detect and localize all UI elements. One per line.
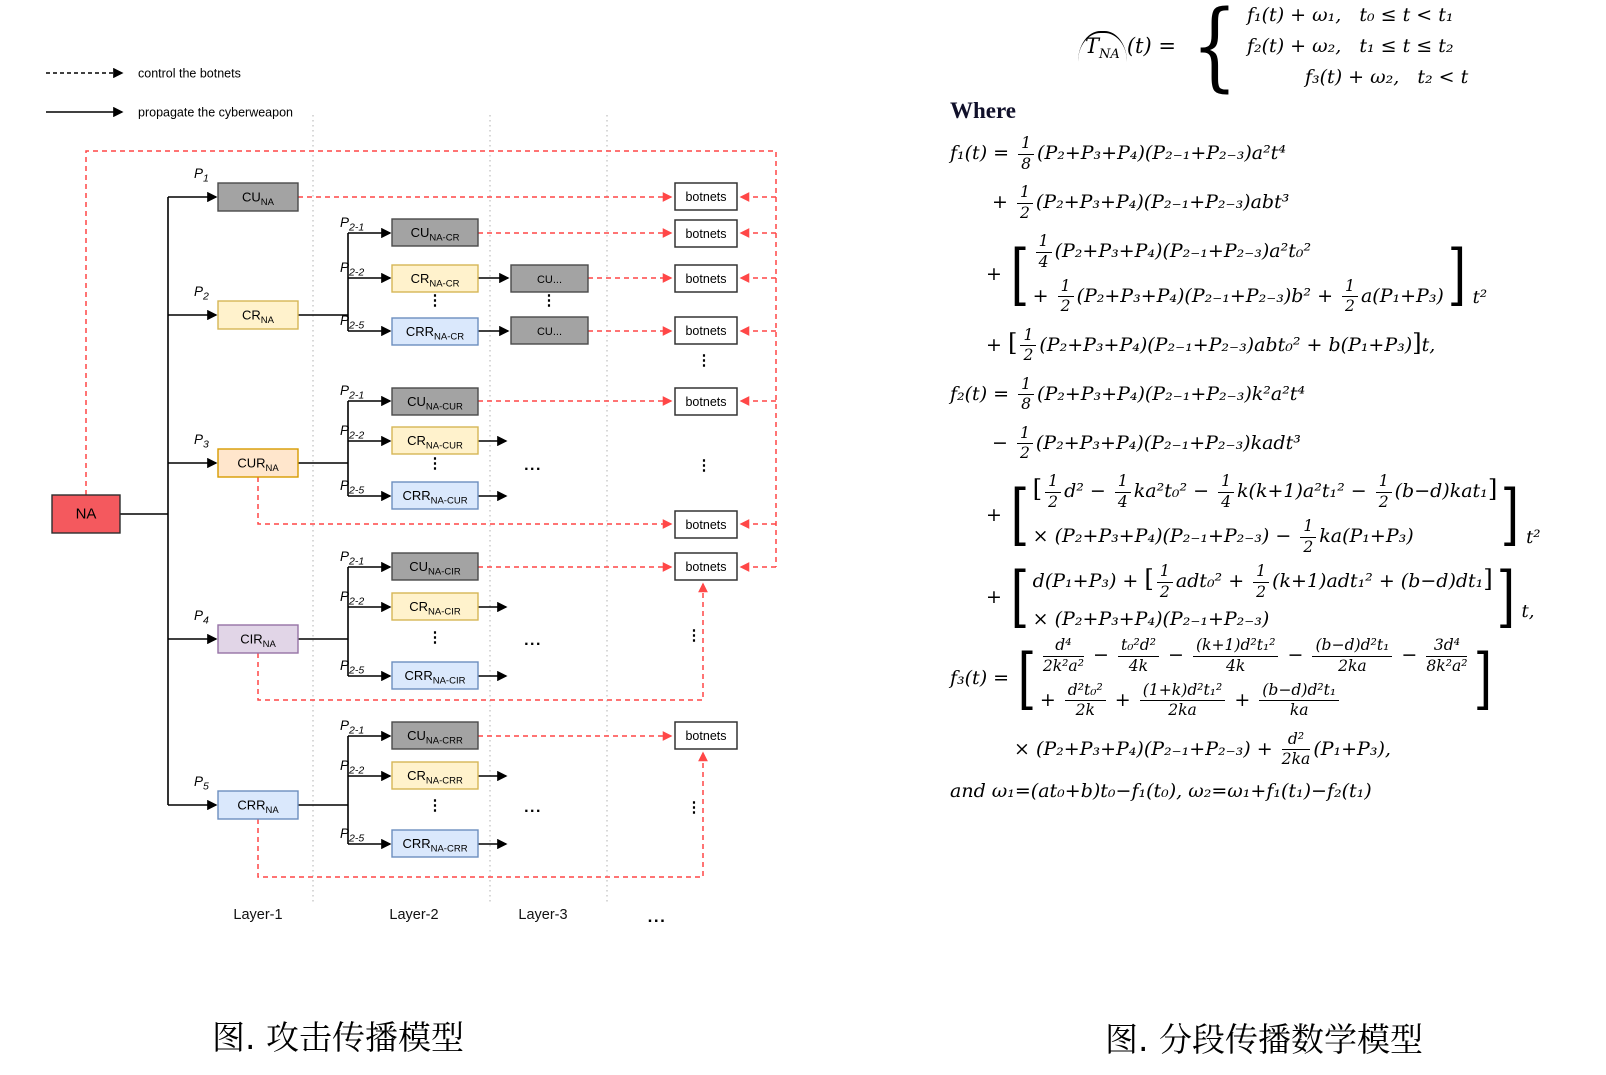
p-label-p5: $P_5$	[194, 774, 209, 793]
node-crr-na-cir-label: $CRR_{NA-CIR}$	[404, 668, 466, 687]
formula-line: + [ $\frac{1}{2}$ (P₂+P₃+P₄)(P₂₋₁+P₂₋₃)abt₀² + b(P₁+P₃)]t,	[986, 325, 1436, 365]
node-cu--label: CU...	[536, 326, 563, 338]
node-botnets-8-label: botnets	[685, 729, 727, 743]
caption-math-model: 图. 分段传播数学模型	[1105, 1020, 1423, 1059]
left-brace: {	[1191, 0, 1238, 102]
node-cu-na-cur-label: $CU_{NA-CUR}$	[407, 394, 463, 413]
vertical-ellipsis: ⋮	[541, 292, 557, 309]
legend-label: control the botnets	[138, 66, 241, 81]
horizontal-ellipsis: ...	[524, 457, 542, 474]
piecewise-function	[1078, 0, 1600, 102]
p-label-p2-1: $P_{2-1}$	[340, 718, 365, 737]
node-crr-na-cur-label: $CRR_{NA-CUR}$	[402, 488, 468, 507]
p-label-p2-1: $P_{2-1}$	[340, 215, 365, 234]
p-label-p3: $P_3$	[194, 432, 209, 451]
formula-line: + $\frac{1}{2}$ (P₂+P₃+P₄)(P₂₋₁+P₂₋₃)abt³	[992, 183, 1290, 222]
where-label: Where	[950, 98, 1017, 124]
formula-line: and ω₁=(at₀+b)t₀−f₁(t₀), ω₂=ω₁+f₁(t₁)−f₂(t₁)	[950, 779, 1372, 802]
node-cu--label: CU...	[536, 274, 563, 286]
vertical-ellipsis: ⋮	[427, 455, 443, 472]
node-cir-na-label: $CIR_{NA}$	[240, 631, 276, 650]
legend-label: propagate the cyberweapon	[138, 105, 293, 120]
vertical-ellipsis: ⋮	[686, 799, 702, 816]
node-botnets-6-label: botnets	[685, 518, 727, 532]
p-label-p2-2: $P_{2-2}$	[340, 589, 365, 608]
vertical-ellipsis: ⋮	[696, 457, 712, 474]
p-label-p2-1: $P_{2-1}$	[340, 383, 365, 402]
node-botnets-2-label: botnets	[685, 227, 727, 241]
node-crr-na-label: $CRR_{NA}$	[237, 797, 279, 816]
node-cr-na-cr-label: $CR_{NA-CR}$	[410, 271, 460, 290]
t-hat: $T_{NA}$	[1078, 31, 1127, 62]
node-cr-na-crr-label: $CR_{NA-CRR}$	[407, 768, 463, 787]
vertical-ellipsis: ⋮	[427, 629, 443, 646]
horizontal-ellipsis: ...	[647, 907, 667, 926]
node-cur-na-label: $CUR_{NA}$	[237, 455, 279, 474]
p-label-p2-1: $P_{2-1}$	[340, 549, 365, 568]
piecewise-row: f₁(t) + ω₁, t₀ ≤ t < t₁	[1247, 4, 1454, 27]
math-model-panel	[950, 2, 1600, 814]
vertical-ellipsis: ⋮	[427, 797, 443, 814]
formula-line: f₁(t) = $\frac{1}{8}$ (P₂+P₃+P₄)(P₂₋₁+P₂₋₃)a²t⁴	[950, 134, 1286, 173]
p-label-p2-5: $P_{2-5}$	[340, 478, 365, 497]
p-label-p2-5: $P_{2-5}$	[340, 313, 365, 332]
horizontal-ellipsis: ...	[524, 799, 542, 816]
piecewise-lhs: $T_{NA}$ (t) =	[1078, 31, 1176, 62]
piecewise-row: f₃(t) + ω₂, t₂ < t	[1305, 66, 1469, 89]
node-cu-na-crr-label: $CU_{NA-CRR}$	[407, 728, 463, 747]
p-label-p2-2: $P_{2-2}$	[340, 260, 365, 279]
vertical-ellipsis: ⋮	[696, 352, 712, 369]
node-botnets-5-label: botnets	[685, 395, 727, 409]
node-crr-na-cr-label: $CRR_{NA-CR}$	[405, 324, 465, 343]
formula-bracket-group: f₃(t) = [ $\frac{\text{d⁴}}{\text{2k²a²}}$ − $\frac{\text{t₀²d²}}{4k}$ − $\frac{\text{(k+1)d²t₁²}}{4k}$ − $\frac{\text{(b−d)d²t₁}}{2ka}$ − $\frac{\text{3d⁴}}{\text{8k²a²}}$ + $\frac{\text{d²t₀²}}{2k}$ + $\frac{\text{(1+k)d²t₁²}}{2ka}$ + $\frac{\text{(b−d)d²t₁}}{ka}$ ]	[950, 636, 1493, 720]
attack-propagation-diagram	[0, 0, 830, 975]
node-na-label: NA	[75, 505, 97, 523]
node-botnets-7-label: botnets	[685, 560, 727, 574]
node-botnets-1-label: botnets	[685, 190, 727, 204]
p-label-p2-5: $P_{2-5}$	[340, 826, 365, 845]
formula-bracket-group: + [ $\frac{1}{4}$ (P₂+P₃+P₄)(P₂₋₁+P₂₋₃)a²t₀² + $\frac{1}{2}$ (P₂+P₃+P₄)(P₂₋₁+P₂₋₃)b² + $\frac{1}{2}$ a(P₁+P₃) ] t²	[986, 232, 1488, 316]
node-cr-na-cir-label: $CR_{NA-CIR}$	[409, 599, 461, 618]
p-label-p4: $P_4$	[194, 608, 209, 627]
edge-control-dashed	[258, 584, 703, 700]
node-cu-na-label: $CU_{NA}$	[242, 189, 274, 208]
formula-bracket-group: + [ d(P₁+P₃) + [ $\frac{1}{2}$ adt₀² + $\frac{1}{2}$ (k+1)adt₁² + (b−d)dt₁] × (P₂+P₃+P₄)(P₂₋₁+P₂₋₃) ] t,	[986, 557, 1535, 635]
label-layer-1: Layer-1	[233, 907, 283, 923]
p-label-p2-2: $P_{2-2}$	[340, 423, 365, 442]
vertical-ellipsis: ⋮	[686, 627, 702, 644]
label-layer-2: Layer-2	[389, 907, 439, 923]
node-cr-na-cur-label: $CR_{NA-CUR}$	[407, 433, 463, 452]
edge-control-dashed	[258, 753, 703, 877]
p-label-p2: $P_2$	[194, 284, 209, 303]
horizontal-ellipsis: ...	[524, 632, 542, 649]
p-label-p1: $P_1$	[194, 166, 209, 185]
node-crr-na-crr-label: $CRR_{NA-CRR}$	[402, 836, 468, 855]
node-cu-na-cr-label: $CU_{NA-CR}$	[410, 225, 460, 244]
node-cu-na-cir-label: $CU_{NA-CIR}$	[409, 559, 461, 578]
formula-line: × (P₂+P₃+P₄)(P₂₋₁+P₂₋₃) + $\frac{\text{d²}}{2ka}$ (P₁+P₃),	[1014, 729, 1391, 769]
p-label-p2-5: $P_{2-5}$	[340, 658, 365, 677]
p-label-p2-2: $P_{2-2}$	[340, 758, 365, 777]
node-botnets-3-label: botnets	[685, 272, 727, 286]
caption-attack-model: 图. 攻击传播模型	[212, 1018, 464, 1057]
piecewise-row: f₂(t) + ω₂, t₁ ≤ t ≤ t₂	[1247, 35, 1454, 58]
vertical-ellipsis: ⋮	[427, 292, 443, 309]
formula-line: − $\frac{1}{2}$ (P₂+P₃+P₄)(P₂₋₁+P₂₋₃)kadt³	[992, 423, 1301, 462]
formula-line: f₂(t) = $\frac{1}{8}$ (P₂+P₃+P₄)(P₂₋₁+P₂₋₃)k²a²t⁴	[950, 374, 1306, 414]
formula-bracket-group: + [ [ $\frac{1}{2}$ d² − $\frac{1}{4}$ ka²t₀² − $\frac{1}{4}$ k(k+1)a²t₁² − $\frac{1}{2}$ (b−d)kat₁] × (P₂+P₃+P₄)(P₂₋₁+P₂₋₃) − $\frac{1}{2}$ ka(P₁+P₃) ] t²	[986, 472, 1541, 556]
node-botnets-4-label: botnets	[685, 324, 727, 338]
node-cr-na-label: $CR_{NA}$	[242, 307, 274, 326]
label-layer-3: Layer-3	[518, 907, 568, 923]
